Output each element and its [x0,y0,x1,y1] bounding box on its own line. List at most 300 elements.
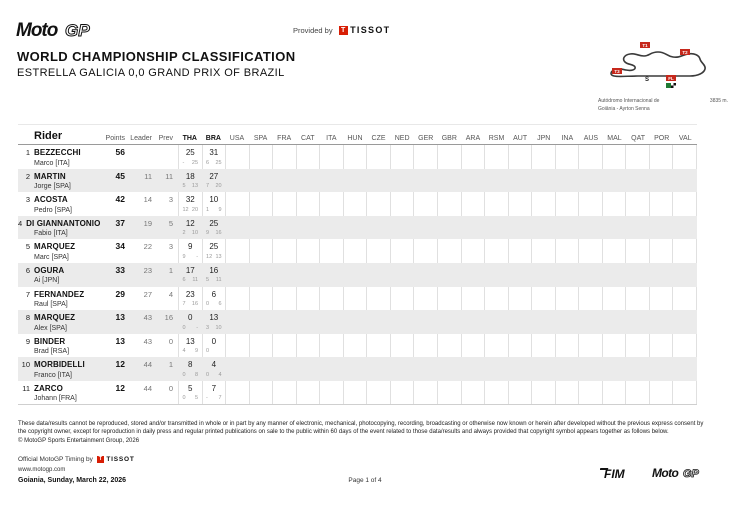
race-result-cell-usa [225,216,249,240]
race-result-cell-ina [555,216,579,240]
race-result-cell-ina [555,287,579,311]
race-result-cell-gbr [437,192,461,216]
header-prev: Prev [158,135,173,142]
race-result-cell-qat [625,192,649,216]
tissot-logo-small [97,456,135,463]
race-result-cell-mal [602,145,626,169]
race-result-cell-aus [578,169,602,193]
race-result-cell-ina [555,310,579,334]
race-result-cell-gbr [437,145,461,169]
gap-to-leader: 22 [143,242,152,252]
race-result-cell-val [672,169,697,193]
race-sub-points [203,251,226,260]
rider-detail: Pedro [SPA] [34,206,73,214]
race-result-cell-ita [319,263,343,287]
race-result-cell-hun [343,381,367,404]
marker-fl: FL [668,75,674,81]
race-result-cell-aut [508,169,532,193]
race-points: 13 [215,253,222,260]
race-points: 10 [191,230,199,237]
race-result-cell-ita [319,381,343,404]
rider-position: 5 [25,242,30,252]
race-result-cell-ina [555,334,579,358]
race-result-cell-tha [178,216,202,240]
header-points: Points [105,135,125,142]
sprint-points: 0 [206,301,210,308]
provided-by-label: Provided by [293,25,333,35]
race-result-cell-aus [578,287,602,311]
race-points: 16 [191,301,199,308]
race-result-cell-gbr [437,381,461,404]
race-result-cell-aus [578,263,602,287]
points-value: 34 [115,241,125,252]
gap-to-leader: 23 [143,265,152,275]
motogp-logo-moto: Moto [16,20,58,41]
race-result-cell-cze [366,334,390,358]
race-result-cell-ina [555,239,579,263]
race-result-cell-aus [578,381,602,404]
circuit-length: 3835 m. [709,98,728,104]
race-result-cell-rsm [484,357,508,381]
race-total: 10 [209,195,219,205]
sprint-points: 9 [206,230,210,237]
race-result-cell-fra [272,263,296,287]
race-points: 8 [194,371,199,378]
race-result-cell-ger [413,357,437,381]
race-result-cell-ned [390,357,414,381]
race-result-cell-ned [390,287,414,311]
race-total: 25 [209,218,219,228]
race-result-cell-ara [461,263,485,287]
race-result-cell-val [672,334,697,358]
race-result-cell-aut [508,310,532,334]
race-result-cell-ned [390,192,414,216]
rider-row [18,381,697,405]
race-result-cell-qat [625,145,649,169]
gap-to-prev: 1 [168,265,173,275]
race-result-cell-mal [602,287,626,311]
race-results [178,310,697,334]
race-results [178,239,697,263]
race-result-cell-ara [461,381,485,404]
header-race-spa: SPA [253,135,268,142]
circuit-name-line2: Goiânia - Ayrton Senna [598,105,650,112]
race-result-cell-tha [178,334,202,358]
race-result-cell-jpn [531,145,555,169]
sprint-points: 12 [182,206,189,213]
race-results [178,357,697,381]
race-result-cell-fra [272,239,296,263]
race-points: 5 [194,395,199,402]
points-value: 42 [115,194,125,205]
rider-position: 4 [18,218,23,228]
marker-s: S [644,77,650,83]
rider-position: 8 [25,313,30,323]
race-result-cell-hun [343,287,367,311]
legal-disclaimer [18,420,712,445]
header-race-hun: HUN [347,135,363,142]
circuit-caption [598,98,728,114]
rider-row [18,145,697,169]
rider-position: 6 [25,265,30,275]
points-value: 29 [115,288,125,299]
race-result-cell-cat [296,263,320,287]
rider-row [18,192,697,216]
rider-position: 7 [25,289,30,299]
sprint-points: 4 [182,348,186,355]
race-result-cell-ara [461,287,485,311]
disclaimer-text: These data/results cannot be reproduced, stored and/or transmitted in whole or in part by any manner of electronic, mechanical, photocopying, recording, broadcasting or otherwise now known or herein after developed without the previous express consent by the copyright owner, except for reproduction in daily press and regular printed publications on sale to the public within 60 days of the event related to those data/results and always provided that copyright symbol appears together as follows below. [18,421,704,435]
sprint-points: 9 [182,253,186,260]
race-result-cell-ned [390,334,414,358]
race-total: 23 [185,289,195,299]
sprint-points: 0 [206,371,210,378]
header-leader: Leader [130,135,152,142]
race-result-cell-gbr [437,169,461,193]
race-result-cell-usa [225,381,249,404]
race-points: 6 [218,301,222,308]
race-result-cell-ita [319,192,343,216]
race-result-cell-aus [578,334,602,358]
sprint-points: 0 [182,371,186,378]
race-result-cell-bra [202,216,226,240]
race-result-cell-aut [508,216,532,240]
race-result-cell-rsm [484,145,508,169]
race-result-cell-mal [602,263,626,287]
race-result-cell-cze [366,145,390,169]
race-result-cell-hun [343,216,367,240]
gap-to-prev: 0 [168,383,173,393]
fim-logo [600,466,636,480]
rider-position: 11 [22,383,30,393]
rider-detail: Brad [RSA] [34,348,70,356]
race-result-cell-cat [296,357,320,381]
race-result-cell-cze [366,357,390,381]
header-race-ara: ARA [465,135,481,142]
race-result-cell-val [672,381,697,404]
motogp-logo [16,19,112,46]
race-result-cell-tha [178,169,202,193]
tissot-swiss-cross-icon: T [339,26,348,35]
header-race-bra: BRA [205,135,221,142]
race-result-cell-cat [296,145,320,169]
sprint-points: 3 [206,324,210,331]
race-result-cell-ger [413,239,437,263]
race-sub-points [179,181,202,190]
race-result-cell-cze [366,310,390,334]
race-result-cell-ger [413,192,437,216]
race-result-cell-bra [202,263,226,287]
rider-cell [18,334,100,358]
race-total: 7 [211,383,217,393]
race-result-cell-jpn [531,381,555,404]
race-result-cell-aus [578,239,602,263]
race-points: - [196,253,199,260]
race-result-cell-cat [296,216,320,240]
gap-to-leader [125,145,152,169]
race-result-cell-ger [413,216,437,240]
rider-line1 [18,290,100,299]
race-result-cell-bra [202,287,226,311]
rider-detail: Alex [SPA] [34,324,67,332]
race-total: 5 [188,383,193,393]
header-race-usa: USA [229,135,245,142]
race-result-cell-spa [249,216,273,240]
race-sub-points [179,275,202,284]
rider-name: MARQUEZ [34,313,76,323]
header-race-val: VAL [678,135,692,142]
race-result-cell-mal [602,381,626,404]
race-result-cell-aus [578,357,602,381]
race-result-cell-mal [602,169,626,193]
rider-position: 9 [25,336,30,346]
gap-to-leader: 43 [143,313,152,323]
race-result-cell-qat [625,239,649,263]
rider-cell [18,169,100,193]
rider-cell [18,263,100,287]
start-lights-icon [666,83,676,88]
rider-name: MORBIDELLI [34,360,85,370]
race-result-cell-ned [390,239,414,263]
race-results [178,169,697,193]
race-result-cell-fra [272,145,296,169]
race-result-cell-por [649,287,673,311]
header-rider: Rider [34,130,63,142]
footer-logos [600,466,710,480]
rider-name: ACOSTA [34,195,68,205]
official-timing [18,456,135,463]
race-sub-points [203,181,226,190]
race-result-cell-fra [272,169,296,193]
race-result-cell-ned [390,263,414,287]
race-result-cell-jpn [531,263,555,287]
rider-detail: Jorge [SPA] [34,183,71,191]
rider-line1 [18,148,100,157]
race-result-cell-cat [296,381,320,404]
gap-to-prev: 16 [164,313,173,323]
race-result-cell-fra [272,192,296,216]
race-points: 10 [215,324,222,331]
rider-row [18,287,697,311]
race-results [178,381,697,404]
race-result-cell-bra [202,145,226,169]
race-result-cell-val [672,263,697,287]
race-result-cell-ara [461,145,485,169]
race-sub-points [179,251,202,260]
race-result-cell-usa [225,357,249,381]
rider-row [18,357,697,381]
sprint-points: - [182,159,185,166]
race-points: - [196,324,199,331]
race-result-cell-usa [225,169,249,193]
race-result-cell-cze [366,192,390,216]
race-result-cell-rsm [484,239,508,263]
rider-line1 [18,219,100,228]
race-result-cell-qat [625,169,649,193]
header-race-fra: FRA [277,135,292,142]
race-result-cell-ita [319,334,343,358]
circuit-name-line1: Autódromo Internacional de [598,98,660,104]
race-result-cell-cat [296,334,320,358]
race-result-cell-qat [625,216,649,240]
rider-name: MARTIN [34,171,66,181]
race-result-cell-por [649,310,673,334]
race-sub-points [203,228,226,237]
race-result-cell-aut [508,239,532,263]
race-result-cell-spa [249,263,273,287]
race-total: 4 [211,360,217,370]
gap-to-prev: 3 [168,242,173,252]
race-result-cell-usa [225,310,249,334]
race-result-cell-ina [555,192,579,216]
page-title: WORLD CHAMPIONSHIP CLASSIFICATION [17,49,296,64]
circuit-panel [598,40,728,114]
race-result-cell-ara [461,334,485,358]
race-result-cell-por [649,145,673,169]
race-result-cell-cze [366,169,390,193]
rider-cell [18,216,100,240]
rider-name: FERNANDEZ [34,289,85,299]
points-value: 33 [115,264,125,275]
race-result-cell-cat [296,169,320,193]
rider-detail: Johann [FRA] [34,395,77,403]
rider-detail: Raul [SPA] [34,301,68,309]
race-sub-points [179,228,202,237]
race-result-cell-usa [225,145,249,169]
race-result-cell-por [649,381,673,404]
race-total: 13 [185,336,195,346]
race-result-cell-val [672,287,697,311]
motogp-logo-small [652,466,710,480]
race-result-cell-spa [249,239,273,263]
race-sub-points [203,393,226,402]
race-result-cell-rsm [484,381,508,404]
race-result-cell-cze [366,239,390,263]
rider-name: BINDER [34,336,66,346]
race-result-cell-fra [272,381,296,404]
race-points: 9 [194,348,199,355]
race-result-cell-cat [296,192,320,216]
race-result-cell-gbr [437,263,461,287]
gap-to-leader: 44 [143,383,152,393]
race-total: 12 [185,218,195,228]
race-points: 7 [218,395,222,402]
rider-detail: Fabio [ITA] [34,230,68,238]
race-result-cell-aut [508,192,532,216]
sprint-points: 6 [206,159,210,166]
tissot-wordmark: TISSOT [350,25,391,35]
race-points: 25 [191,159,199,166]
race-total: 13 [209,313,219,323]
race-result-cell-rsm [484,216,508,240]
rider-cell [18,357,100,381]
race-result-cell-fra [272,310,296,334]
rider-position: 2 [25,171,30,181]
race-result-cell-ina [555,145,579,169]
race-total: 0 [188,313,193,323]
race-result-cell-ita [319,357,343,381]
event-subtitle: ESTRELLA GALICIA 0,0 GRAND PRIX OF BRAZIL [17,67,285,79]
race-result-cell-jpn [531,287,555,311]
race-sub-points [179,322,202,331]
location-date: Goiania, Sunday, March 22, 2026 [18,477,127,484]
race-result-cell-cze [366,381,390,404]
table-body [18,145,697,405]
race-results [178,216,697,240]
provided-by [293,25,390,35]
race-result-cell-qat [625,357,649,381]
race-total: 25 [209,242,219,252]
race-result-cell-mal [602,192,626,216]
gap-to-prev: 5 [168,218,173,228]
race-result-cell-usa [225,192,249,216]
race-points: 16 [215,230,222,237]
points-value: 37 [115,217,125,228]
race-results [178,192,697,216]
race-total: 31 [209,148,219,157]
race-total: 27 [209,171,219,181]
race-result-cell-tha [178,239,202,263]
header-race-qat: QAT [631,135,646,142]
rider-detail: Marc [SPA] [34,253,69,261]
race-total: 8 [188,360,193,370]
sprint-points: - [206,395,208,402]
sprint-points: 1 [206,206,210,213]
rider-name: BEZZECCHI [34,148,81,157]
header-race-aut: AUT [513,135,528,142]
race-sub-points [179,346,202,355]
race-result-cell-aus [578,145,602,169]
race-result-cell-hun [343,310,367,334]
race-result-cell-cze [366,216,390,240]
gap-to-leader: 27 [143,289,152,299]
fim-wordmark: FIM [604,467,625,480]
rider-cell [18,310,100,334]
race-result-cell-fra [272,216,296,240]
gap-to-prev: 3 [168,195,173,205]
race-total: 0 [211,336,217,346]
race-result-cell-jpn [531,169,555,193]
rider-line1 [18,172,100,181]
sprint-points: 7 [182,301,186,308]
race-sub-points [179,393,202,402]
rider-position: 1 [25,148,30,157]
race-results [178,334,697,358]
race-sub-points [203,322,226,331]
race-result-cell-jpn [531,334,555,358]
rider-detail: Franco [ITA] [34,371,72,379]
race-result-cell-por [649,239,673,263]
race-result-cell-ina [555,357,579,381]
points-value: 12 [115,359,125,370]
marker-t3: T3 [614,68,620,74]
race-result-cell-tha [178,145,202,169]
rider-line1 [18,266,100,275]
race-result-cell-gbr [437,216,461,240]
race-result-cell-cze [366,287,390,311]
header-races [178,135,697,142]
race-total: 6 [211,289,217,299]
race-result-cell-bra [202,334,226,358]
race-result-cell-cat [296,310,320,334]
race-total: 16 [209,265,219,275]
race-result-cell-rsm [484,310,508,334]
race-total: 9 [188,242,193,252]
race-result-cell-hun [343,239,367,263]
sprint-points: 0 [182,324,186,331]
race-result-cell-ned [390,169,414,193]
race-result-cell-hun [343,334,367,358]
